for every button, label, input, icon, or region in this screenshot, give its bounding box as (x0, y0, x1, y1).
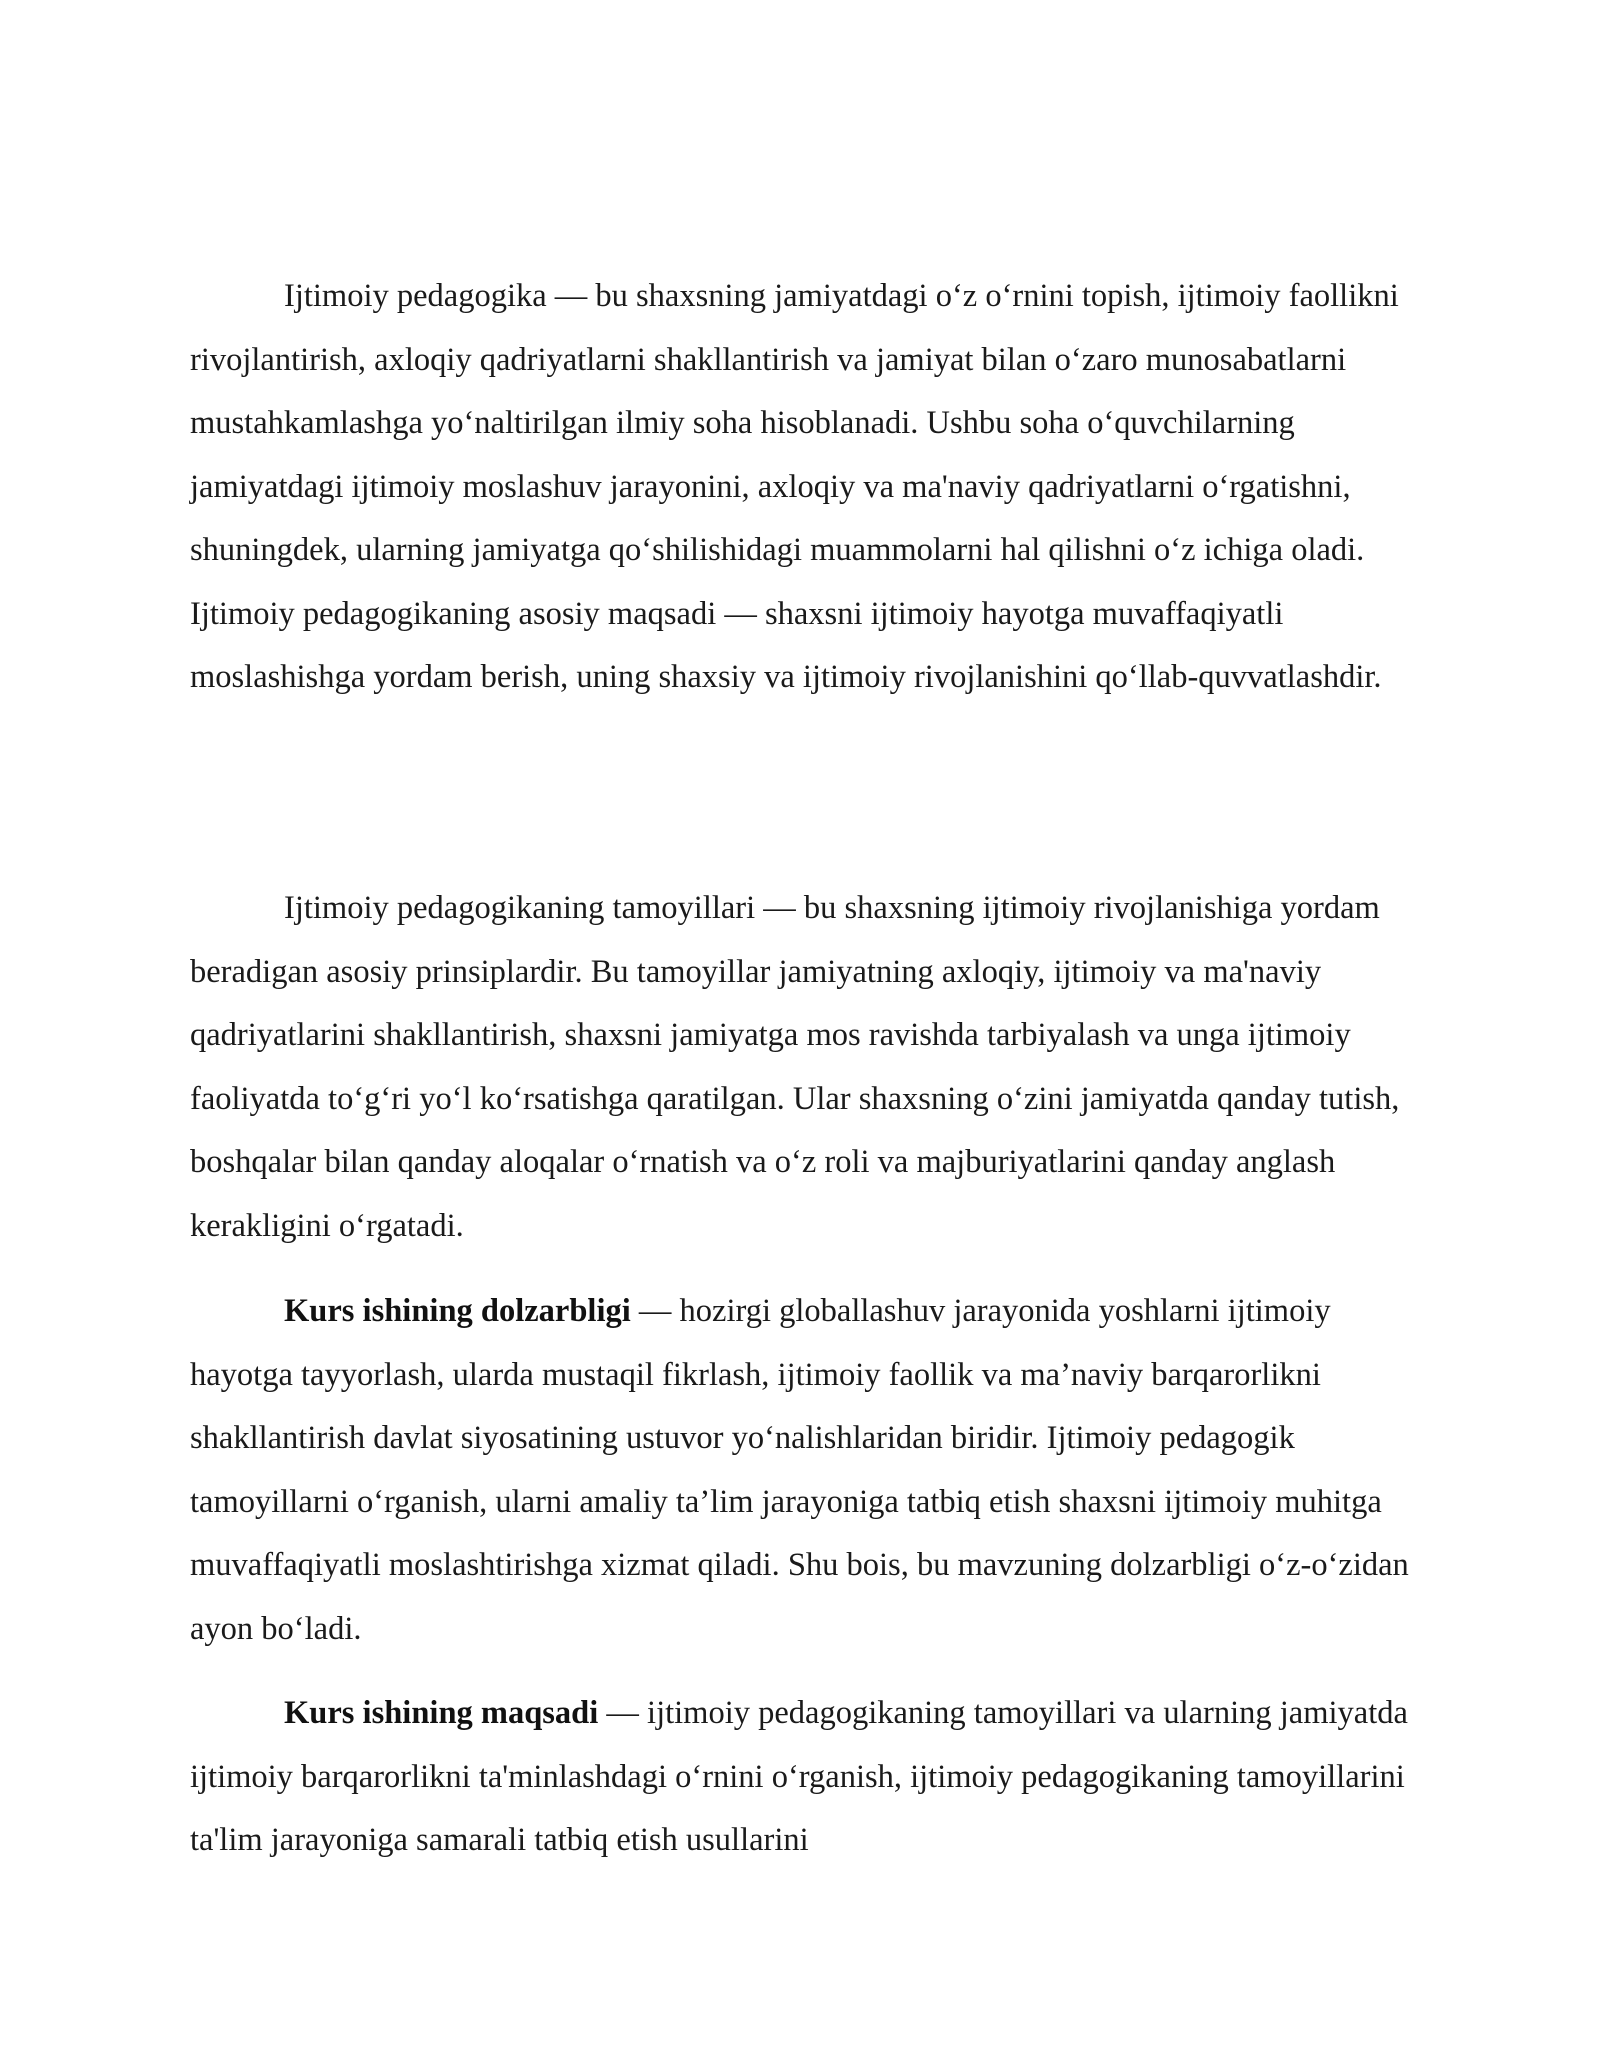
paragraph-intro (190, 265, 1410, 710)
paragraph-relevance (190, 1280, 1410, 1661)
paragraph-heading: Kurs ishining dolzarbligi (284, 1293, 631, 1329)
paragraph-body (190, 1280, 1410, 1661)
paragraph-text: — ijtimoiy pedagogikaning tamoyillari va ularning jamiyatda ijtimoiy barqarorlikni ta'minlashdagi o‘rnini o‘rganish, ijtimoiy pedagogikaning tamoyillarini ta'lim jarayoniga samarali tatbiq etish usullarini (190, 1695, 1408, 1858)
paragraph-heading: Kurs ishining maqsadi (284, 1695, 599, 1731)
paragraph-principles (190, 877, 1410, 1258)
paragraph-goal (190, 1682, 1410, 1873)
paragraph-body (190, 1682, 1410, 1873)
paragraph-text: Ijtimoiy pedagogika — bu shaxsning jamiyatdagi o‘z o‘rnini topish, ijtimoiy faollikni rivojlantirish, axloqiy qadriyatlarni shakllantirish va jamiyat bilan o‘zaro munosabatlarni mustahkamlashga yo‘naltirilgan ilmiy soha hisoblanadi. Ushbu soha o‘quvchilarning jamiyatdagi ijtimoiy moslashuv jarayonini, axloqiy va ma'naviy qadriyatlarni o‘rgatishni, shuningdek, ularning jamiyatga qo‘shilishidagi muammolarni hal qilishni o‘z ichiga oladi. Ijtimoiy pedagogikaning asosiy maqsadi — shaxsni ijtimoiy hayotga muvaffaqiyatli moslashishga yordam berish, uning shaxsiy va ijtimoiy rivojlanishini qo‘llab-quvvatlashdir. (190, 278, 1399, 695)
paragraph-text: Ijtimoiy pedagogikaning tamoyillari — bu shaxsning ijtimoiy rivojlanishiga yordam beradigan asosiy prinsiplardir. Bu tamoyillar jamiyatning axloqiy, ijtimoiy va ma'naviy qadriyatlarini shakllantirish, shaxsni jamiyatga mos ravishda tarbiyalash va unga ijtimoiy faoliyatda to‘g‘ri yo‘l ko‘rsatishga qaratilgan. Ular shaxsning o‘zini jamiyatda qanday tutish, boshqalar bilan qanday aloqalar o‘rnatish va o‘z roli va majburiyatlarini qanday anglash kerakligini o‘rgatadi. (190, 890, 1400, 1244)
paragraph-text: — hozirgi globallashuv jarayonida yoshlarni ijtimoiy hayotga tayyorlash, ularda mustaqil fikrlash, ijtimoiy faollik va ma’naviy barqarorlikni shakllantirish davlat siyosatining ustuvor yo‘nalishlaridan biridir. Ijtimoiy pedagogik tamoyillarni o‘rganish, ularni amaliy ta’lim jarayoniga tatbiq etish shaxsni ijtimoiy muhitga muvaffaqiyatli moslashtirishga xizmat qiladi. Shu bois, bu mavzuning dolzarbligi o‘z-o‘zidan ayon bo‘ladi. (190, 1293, 1409, 1647)
